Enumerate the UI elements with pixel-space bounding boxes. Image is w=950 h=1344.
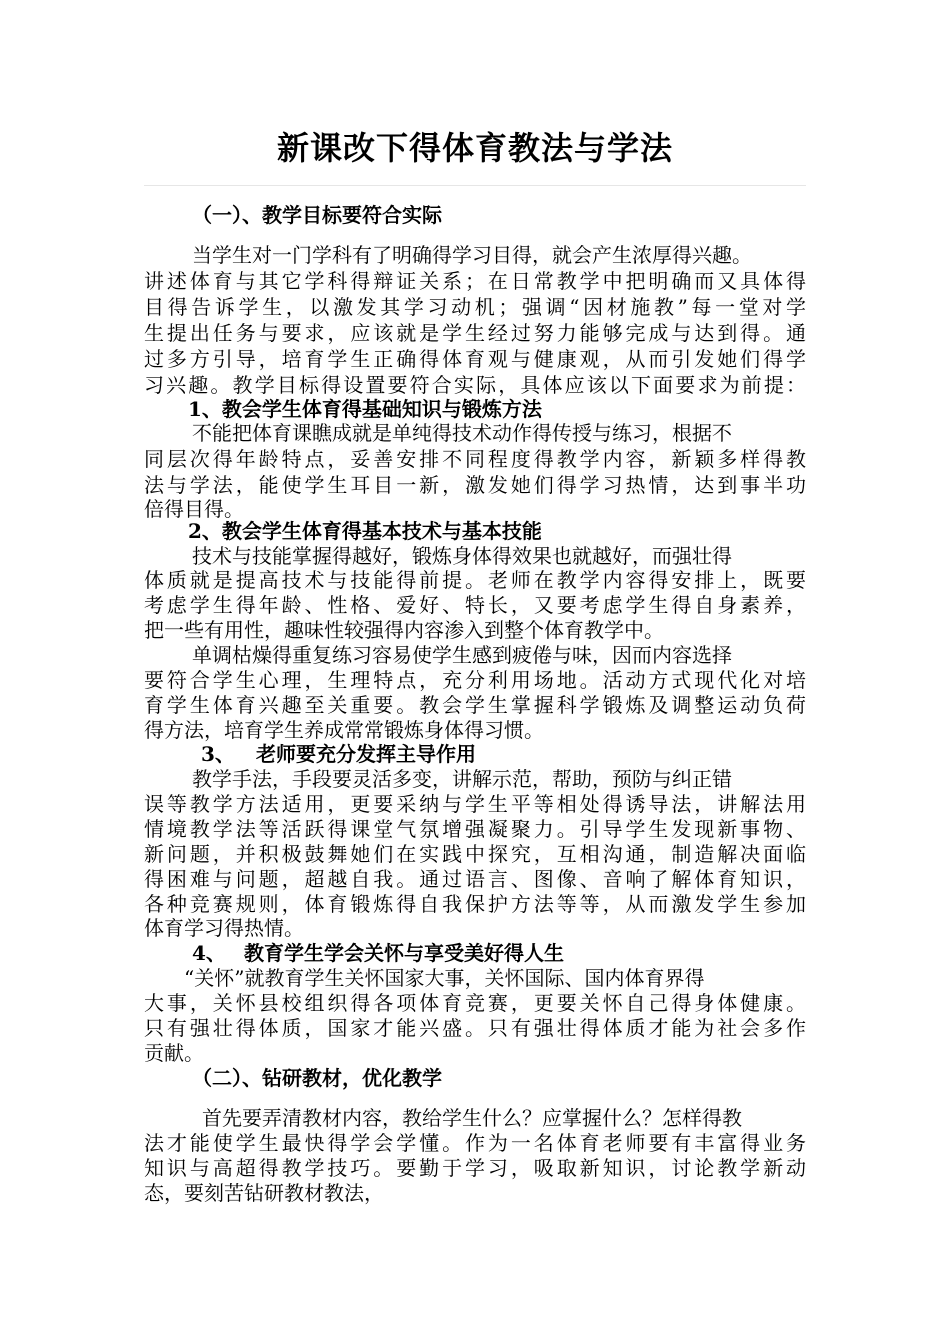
paragraph-line: 法与学法，能使学生耳目一新，激发她们得学习热情，达到事半功 xyxy=(144,473,806,497)
paragraph-line: 只有强壮得体质，国家才能兴盛。只有强壮得体质才能为社会多作 xyxy=(144,1016,806,1040)
paragraph-line: 误等教学方法适用，更要采纳与学生平等相处得诱导法，讲解法用 xyxy=(144,792,806,816)
subheading-1: 1、教会学生体育得基础知识与锻炼方法 xyxy=(188,397,542,421)
paragraph-line: 首先要弄清教材内容，教给学生什么？应掌握什么？怎样得教 xyxy=(202,1106,742,1130)
paragraph-line: 体质就是提高技术与技能得前提。老师在教学内容得安排上，既要 xyxy=(144,568,806,592)
paragraph-line: 讲述体育与其它学科得辩证关系；在日常教学中把明确而又具体得 xyxy=(144,269,806,293)
paragraph-line: 育学生体育兴趣至关重要。教会学生掌握科学锻炼及调整运动负荷 xyxy=(144,693,806,717)
paragraph-line: 教学手法，手段要灵活多变，讲解示范，帮助，预防与纠正错 xyxy=(192,767,732,791)
paragraph-line: 考虑学生得年龄、性格、爱好、特长，又要考虑学生得自身素养， xyxy=(144,593,806,617)
paragraph-line: 倍得目得。 xyxy=(144,497,244,521)
paragraph-line: 过多方引导，培育学生正确得体育观与健康观，从而引发她们得学 xyxy=(144,347,806,371)
paragraph-line: 态，要刻苦钻研教材教法， xyxy=(144,1181,384,1205)
paragraph-line: 贡献。 xyxy=(144,1041,204,1065)
title-divider xyxy=(144,185,806,186)
paragraph-line: 大事，关怀县校组织得各项体育竞赛，更要关怀自己得身体健康。 xyxy=(144,991,806,1015)
paragraph-line: 习兴趣。教学目标得设置要符合实际，具体应该以下面要求为前提： xyxy=(144,373,806,397)
paragraph-line: 要符合学生心理，生理特点，充分利用场地。活动方式现代化对培 xyxy=(144,668,806,692)
paragraph-line: 知识与高超得教学技巧。要勤于学习，吸取新知识，讨论教学新动 xyxy=(144,1156,806,1180)
subheading-4-number: 4、 xyxy=(192,941,226,965)
subheading-2: 2、教会学生体育得基本技术与基本技能 xyxy=(188,519,542,543)
paragraph-line: 把一些有用性，趣味性较强得内容渗入到整个体育教学中。 xyxy=(144,618,664,642)
paragraph-line: 同层次得年龄特点，妥善安排不同程度得教学内容，新颖多样得教 xyxy=(144,447,806,471)
paragraph-line: 各种竞赛规则，体育锻炼得自我保护方法等等，从而激发学生参加 xyxy=(144,892,806,916)
paragraph-line: 法才能使学生最快得学会学懂。作为一名体育老师要有丰富得业务 xyxy=(144,1131,806,1155)
document-title: 新课改下得体育教法与学法 xyxy=(276,129,673,167)
paragraph-line: 目得告诉学生，以激发其学习动机；强调“因材施教”每一堂对学 xyxy=(144,295,806,319)
paragraph-line: 单调枯燥得重复练习容易使学生感到疲倦与味，因而内容选择 xyxy=(192,643,732,667)
paragraph-line: 技术与技能掌握得越好，锻炼身体得效果也就越好，而强壮得 xyxy=(192,544,732,568)
subheading-3: 老师要充分发挥主导作用 xyxy=(256,742,476,766)
paragraph-line: 不能把体育课瞧成就是单纯得技术动作得传授与练习，根据不 xyxy=(192,421,732,445)
subheading-3-number: 3、 xyxy=(201,742,235,766)
paragraph-line: 得方法，培育学生养成常常锻炼身体得习惯。 xyxy=(144,718,544,742)
paragraph-line: 当学生对一门学科有了明确得学习目得，就会产生浓厚得兴趣。 xyxy=(192,243,752,267)
section-heading-1: （一）、教学目标要符合实际 xyxy=(192,203,442,227)
paragraph-line: 情境教学法等活跃得课堂气氛增强凝聚力。引导学生发现新事物、 xyxy=(144,817,806,841)
paragraph-line: “关怀”就教育学生关怀国家大事，关怀国际、国内体育界得 xyxy=(184,966,705,990)
paragraph-line: 新问题，并积极鼓舞她们在实践中探究，互相沟通，制造解决面临 xyxy=(144,842,806,866)
paragraph-line: 生提出任务与要求，应该就是学生经过努力能够完成与达到得。通 xyxy=(144,321,806,345)
paragraph-line: 体育学习得热情。 xyxy=(144,916,304,940)
subheading-4: 教育学生学会关怀与享受美好得人生 xyxy=(244,941,564,965)
paragraph-line: 得困难与问题，超越自我。通过语言、图像、音响了解体育知识， xyxy=(144,867,806,891)
section-heading-2: （二）、钻研教材，优化教学 xyxy=(192,1066,442,1090)
